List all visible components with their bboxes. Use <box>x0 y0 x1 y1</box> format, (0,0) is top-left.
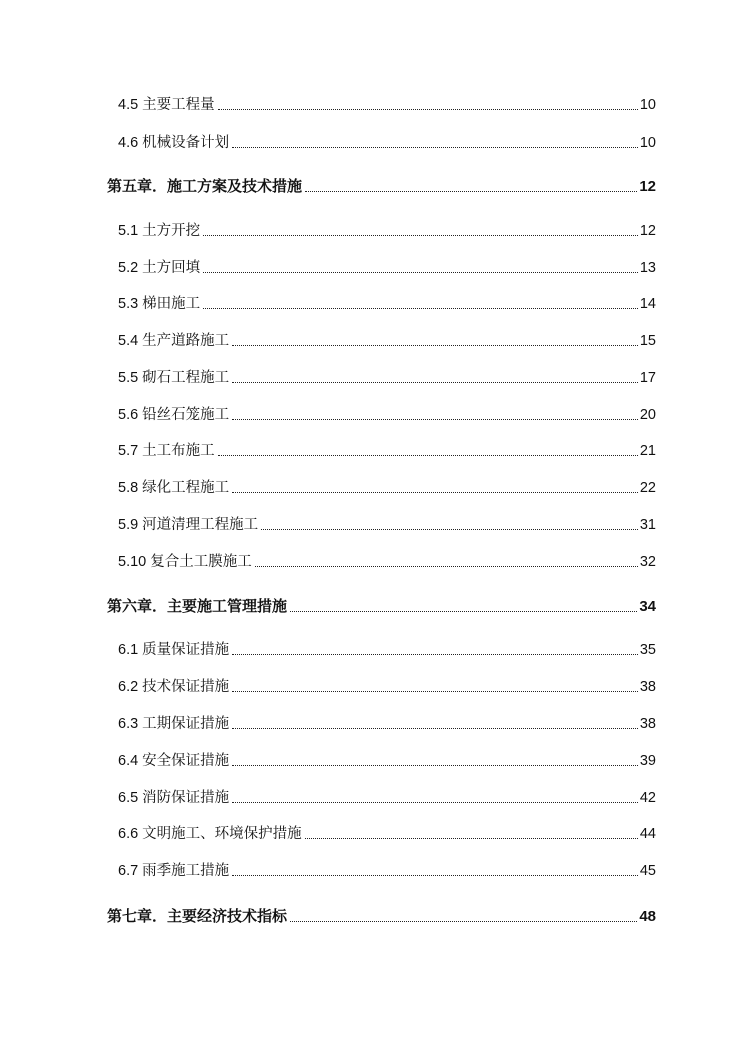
toc-entry-page: 44 <box>639 826 656 842</box>
toc-entry-page: 10 <box>639 135 656 151</box>
toc-leader <box>232 345 638 346</box>
toc-chapter-entry[interactable] <box>0 173 744 195</box>
toc-entry-page: 35 <box>639 642 656 658</box>
toc-entry[interactable] <box>0 474 744 496</box>
toc-leader <box>290 611 637 612</box>
toc-entry[interactable] <box>0 217 744 239</box>
toc-entry[interactable] <box>0 673 744 695</box>
toc-leader <box>232 691 638 692</box>
toc-entry-page: 14 <box>639 296 656 312</box>
toc-leader <box>232 654 638 655</box>
toc-entry-title: 第七章．主要经济技术指标 <box>107 908 288 925</box>
toc-leader <box>218 109 638 110</box>
toc-entry-title: 5.5 砌石工程施工 <box>118 370 230 386</box>
toc-entry-page: 15 <box>639 333 656 349</box>
toc-entry[interactable] <box>0 254 744 276</box>
toc-entry-title: 6.5 消防保证措施 <box>118 790 230 806</box>
toc-entry[interactable] <box>0 437 744 459</box>
toc-entry-title: 4.6 机械设备计划 <box>118 135 230 151</box>
toc-leader <box>305 838 638 839</box>
toc-entry[interactable] <box>0 548 744 570</box>
toc-entry[interactable] <box>0 401 744 423</box>
toc-entry-page: 22 <box>639 480 656 496</box>
toc-entry-title: 第五章．施工方案及技术措施 <box>107 178 303 195</box>
toc-entry-page: 17 <box>639 370 656 386</box>
toc-entry[interactable] <box>0 511 744 533</box>
toc-leader <box>232 492 638 493</box>
toc-entry-page: 13 <box>639 260 656 276</box>
toc-entry[interactable] <box>0 857 744 879</box>
toc-leader <box>290 921 637 922</box>
toc-entry-page: 45 <box>639 863 656 879</box>
toc-leader <box>232 802 638 803</box>
toc-entry-title: 5.2 土方回填 <box>118 260 201 276</box>
toc-entry-page: 21 <box>639 443 656 459</box>
toc-entry-page: 31 <box>639 517 656 533</box>
toc-entry[interactable] <box>0 129 744 151</box>
toc-leader <box>218 455 638 456</box>
toc-entry[interactable] <box>0 784 744 806</box>
toc-leader <box>232 765 638 766</box>
toc-entry[interactable] <box>0 364 744 386</box>
toc-entry[interactable] <box>0 710 744 732</box>
toc-entry-page: 48 <box>639 908 656 925</box>
toc-entry-title: 5.1 土方开挖 <box>118 223 201 239</box>
toc-leader <box>203 272 638 273</box>
toc-leader <box>203 235 638 236</box>
toc-entry-title: 5.9 河道清理工程施工 <box>118 517 259 533</box>
toc-entry-title: 第六章．主要施工管理措施 <box>107 598 288 615</box>
toc-leader <box>232 728 638 729</box>
toc-entry[interactable] <box>0 820 744 842</box>
toc-entry-title: 6.7 雨季施工措施 <box>118 863 230 879</box>
toc-entry-title: 6.3 工期保证措施 <box>118 716 230 732</box>
toc-entry-page: 38 <box>639 679 656 695</box>
toc-entry-title: 6.6 文明施工、环境保护措施 <box>118 826 302 842</box>
toc-entry-page: 38 <box>639 716 656 732</box>
toc-entry[interactable] <box>0 290 744 312</box>
toc-entry-title: 4.5 主要工程量 <box>118 97 215 113</box>
toc-entry-title: 5.3 梯田施工 <box>118 296 201 312</box>
toc-chapter-entry[interactable] <box>0 593 744 615</box>
toc-leader <box>261 529 638 530</box>
toc-entry[interactable] <box>0 636 744 658</box>
toc-entry-title: 5.6 铅丝石笼施工 <box>118 407 230 423</box>
toc-entry-title: 5.4 生产道路施工 <box>118 333 230 349</box>
toc-leader <box>203 308 638 309</box>
toc-entry-title: 6.2 技术保证措施 <box>118 679 230 695</box>
toc-leader <box>255 566 638 567</box>
toc-entry-page: 10 <box>639 97 656 113</box>
toc-entry-page: 32 <box>639 554 656 570</box>
toc-entry[interactable] <box>0 747 744 769</box>
toc-entry-page: 20 <box>639 407 656 423</box>
toc-entry-title: 5.10 复合土工膜施工 <box>118 554 252 570</box>
toc-entry-page: 12 <box>639 223 656 239</box>
toc-leader <box>232 382 638 383</box>
toc-leader <box>232 875 638 876</box>
toc-entry-page: 39 <box>639 753 656 769</box>
toc-leader <box>232 419 638 420</box>
toc-entry[interactable] <box>0 91 744 113</box>
toc-entry[interactable] <box>0 327 744 349</box>
toc-entry-title: 5.8 绿化工程施工 <box>118 480 230 496</box>
toc-leader <box>232 147 638 148</box>
toc-entry-title: 5.7 土工布施工 <box>118 443 215 459</box>
toc-entry-page: 12 <box>639 178 656 195</box>
toc-entry-title: 6.4 安全保证措施 <box>118 753 230 769</box>
toc-entry-title: 6.1 质量保证措施 <box>118 642 230 658</box>
toc-entry-page: 42 <box>639 790 656 806</box>
toc-chapter-entry[interactable] <box>0 903 744 925</box>
toc-entry-page: 34 <box>639 598 656 615</box>
toc-leader <box>305 191 637 192</box>
